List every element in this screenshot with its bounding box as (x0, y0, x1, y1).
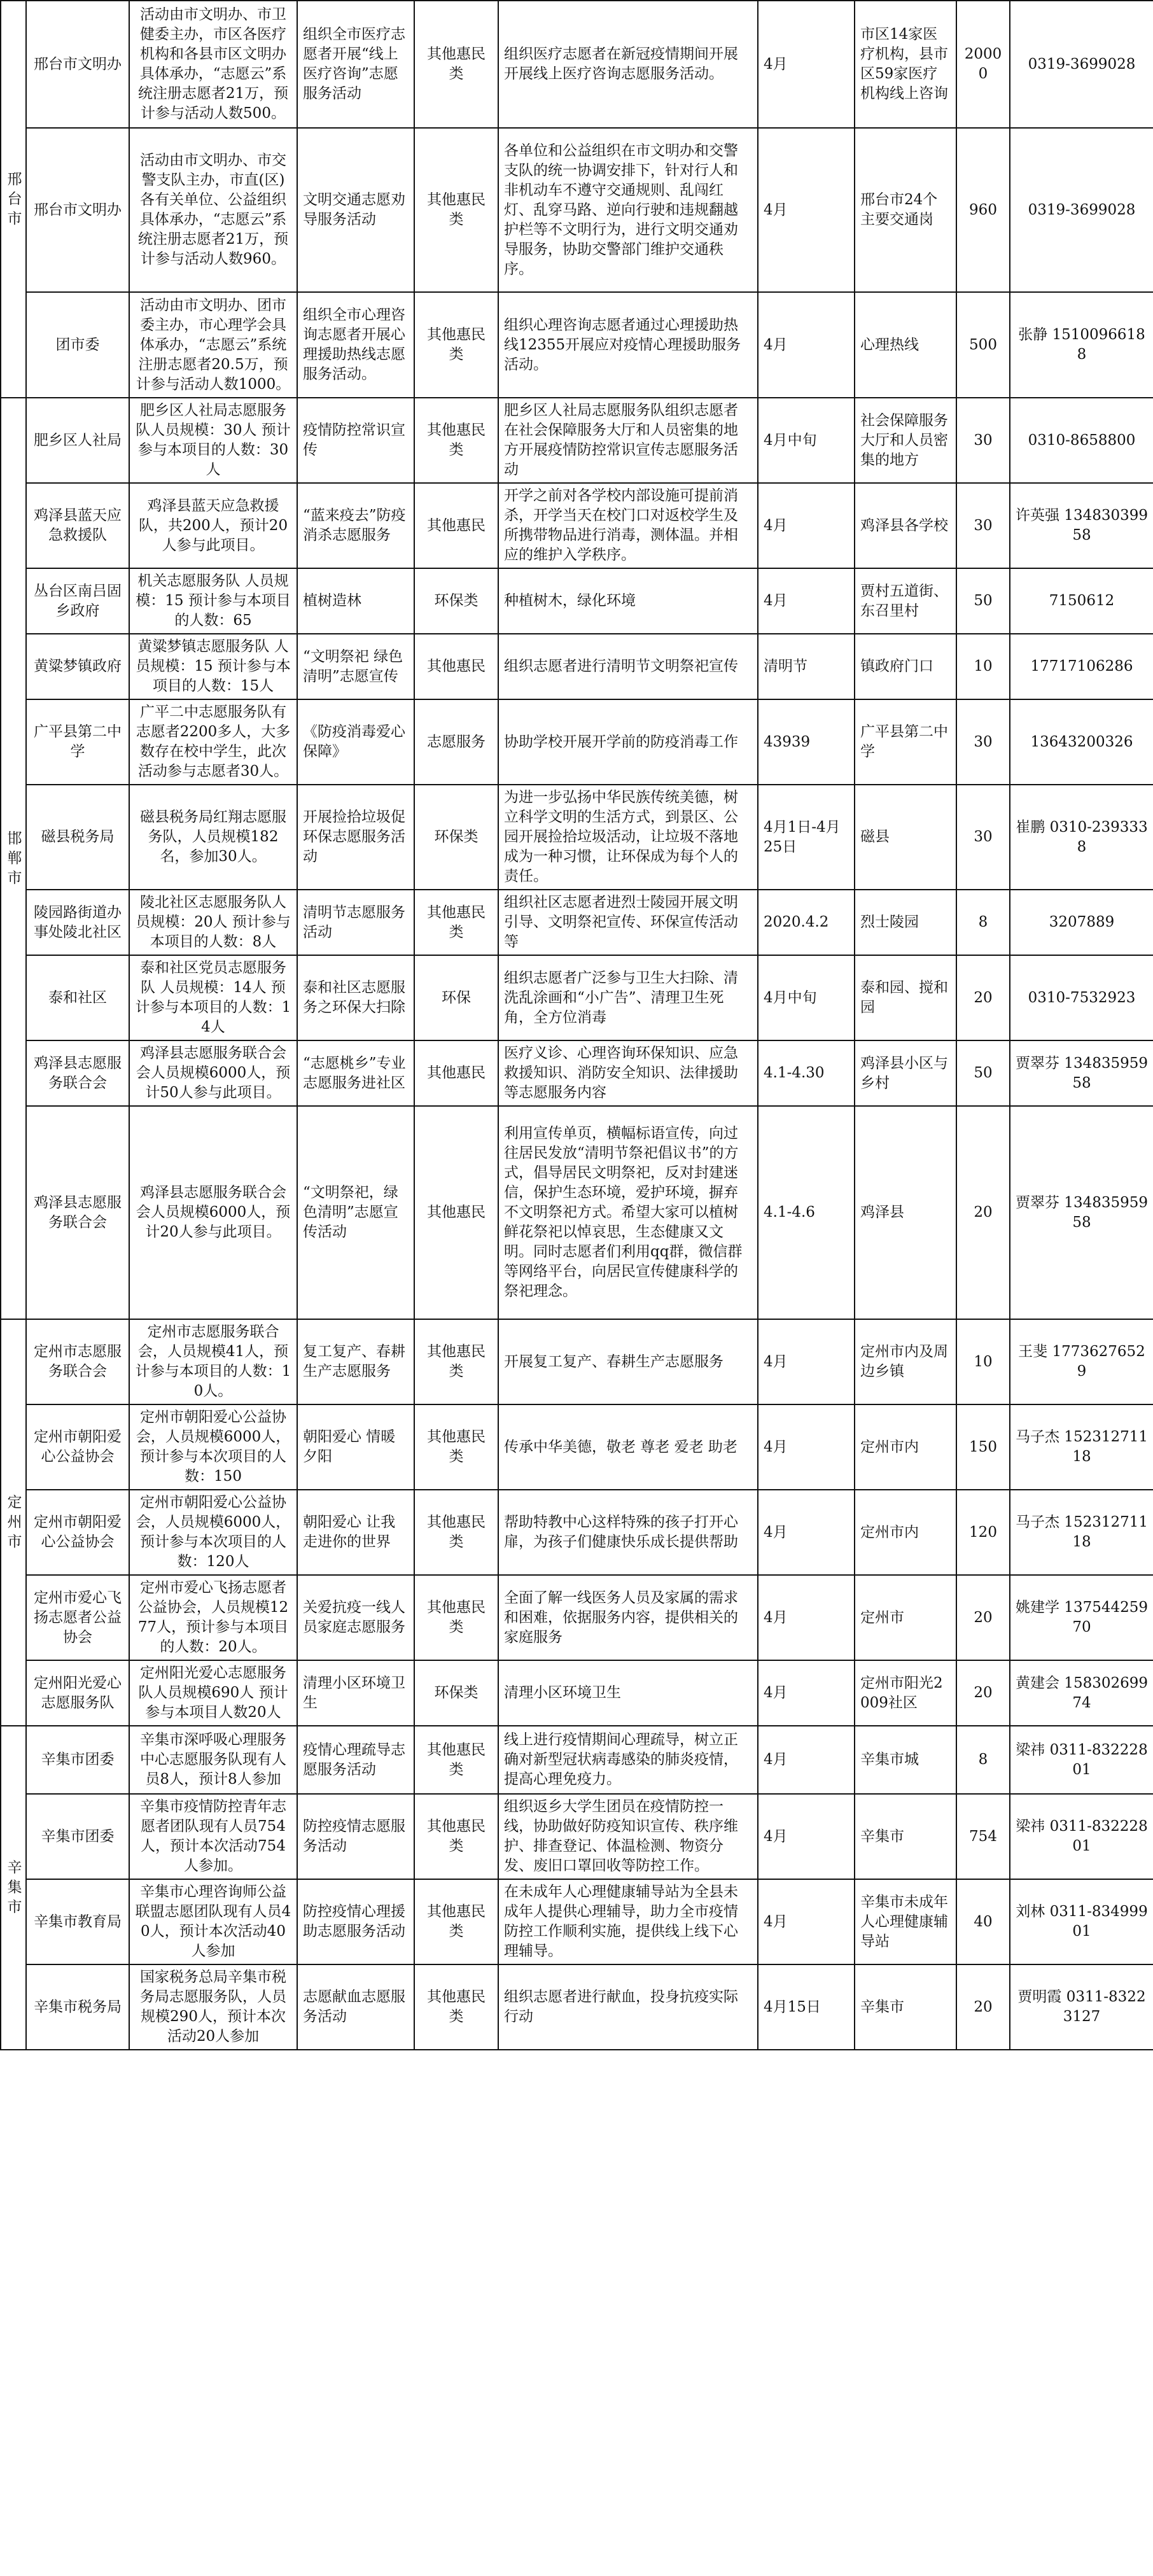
content-cell: 组织志愿者进行清明节文明祭祀宣传 (498, 634, 758, 699)
content-cell: 组织志愿者广泛参与卫生大扫除、清洗乱涂画和“小广告”、清理卫生死角，全方位消毒 (498, 955, 758, 1040)
place-cell: 鸡泽县 (855, 1106, 956, 1319)
category-cell: 其他惠民类 (414, 1794, 498, 1879)
table-row (1, 1040, 1153, 1106)
table-row (1, 634, 1153, 699)
content-cell: 清理小区环境卫生 (498, 1660, 758, 1726)
table-row (1, 398, 1153, 483)
city-cell (1, 1, 26, 398)
time-cell: 4月 (758, 1575, 855, 1660)
category-cell: 其他惠民类 (414, 1, 498, 128)
time-cell: 4月中旬 (758, 955, 855, 1040)
content-cell: 在未成年人心理健康辅导站为全县未成年人提供心理辅导，助力全市疫情防控工作顺利实施，提供线上线下心理辅导。 (498, 1879, 758, 1964)
city-cell (1, 1319, 26, 1726)
contact-cell: 马子杰 15231271118 (1010, 1404, 1153, 1490)
unit-cell: 泰和社区 (26, 955, 129, 1040)
project-cell: 朝阳爱心 让我走进你的世界 (297, 1490, 414, 1575)
team-cell: 机关志愿服务队 人员规模：15 预计参与本项目的人数：65 (129, 568, 297, 634)
contact-cell: 13643200326 (1010, 699, 1153, 785)
team-cell: 黄粱梦镇志愿服务队 人员规模：15 预计参与本项目的人数：15人 (129, 634, 297, 699)
category-cell: 其他惠民类 (414, 1404, 498, 1490)
table-row (1, 699, 1153, 785)
content-cell: 帮助特教中心这样特殊的孩子打开心扉，为孩子们健康快乐成长提供帮助 (498, 1490, 758, 1575)
count-cell: 40 (956, 1879, 1010, 1964)
contact-cell: 崔鹏 0310-2393338 (1010, 785, 1153, 890)
place-cell: 定州市内 (855, 1490, 956, 1575)
unit-cell: 定州市朝阳爱心公益协会 (26, 1490, 129, 1575)
project-cell: 复工复产、春耕生产志愿服务 (297, 1319, 414, 1404)
project-cell: 清明节志愿服务活动 (297, 890, 414, 955)
table-row (1, 1490, 1153, 1575)
team-cell: 肥乡区人社局志愿服务队人员规模：30人 预计参与本项目的人数：30人 (129, 398, 297, 483)
unit-cell: 鸡泽县志愿服务联合会 (26, 1106, 129, 1319)
table-row (1, 292, 1153, 398)
city-cell (1, 398, 26, 1319)
content-cell: 医疗义诊、心理咨询环保知识、应急救援知识、消防安全知识、法律援助等志愿服务内容 (498, 1040, 758, 1106)
table-row (1, 1726, 1153, 1794)
unit-cell: 丛台区南吕固乡政府 (26, 568, 129, 634)
team-cell: 定州市朝阳爱心公益协会，人员规模6000人，预计参与本次项目的人数：120人 (129, 1490, 297, 1575)
count-cell: 50 (956, 1040, 1010, 1106)
content-cell: 组织社区志愿者进烈士陵园开展文明引导、文明祭祀宣传、环保宣传活动等 (498, 890, 758, 955)
place-cell: 鸡泽县各学校 (855, 483, 956, 568)
table-row (1, 1575, 1153, 1660)
unit-cell: 鸡泽县蓝天应急救援队 (26, 483, 129, 568)
time-cell: 4月 (758, 1879, 855, 1964)
contact-cell: 0319-3699028 (1010, 1, 1153, 128)
category-cell: 其他惠民类 (414, 890, 498, 955)
category-cell: 其他惠民 (414, 1040, 498, 1106)
project-cell: 防控疫情志愿服务活动 (297, 1794, 414, 1879)
project-cell: 朝阳爱心 情暖夕阳 (297, 1404, 414, 1490)
category-cell: 其他惠民 (414, 1106, 498, 1319)
table-row (1, 785, 1153, 890)
time-cell: 4月1日-4月25日 (758, 785, 855, 890)
city-name: 邯郸市 (7, 830, 22, 886)
contact-cell: 0310-7532923 (1010, 955, 1153, 1040)
unit-cell: 辛集市教育局 (26, 1879, 129, 1964)
category-cell: 其他惠民类 (414, 1490, 498, 1575)
category-cell: 其他惠民 (414, 483, 498, 568)
team-cell: 辛集市疫情防控青年志愿者团队现有人员754人，预计本次活动754人参加。 (129, 1794, 297, 1879)
category-cell: 环保类 (414, 568, 498, 634)
contact-cell: 0310-8658800 (1010, 398, 1153, 483)
team-cell: 活动由市文明办、市交警支队主办，市直(区)各有关单位、公益组织具体承办，“志愿云”系统注册志愿者21万，预计参与活动人数960。 (129, 128, 297, 292)
count-cell: 500 (956, 292, 1010, 398)
team-cell: 活动由市文明办、团市委主办，市心理学会具体承办，“志愿云”系统注册志愿者20.5万，预计参与活动人数1000。 (129, 292, 297, 398)
count-cell: 30 (956, 785, 1010, 890)
count-cell: 754 (956, 1794, 1010, 1879)
team-cell: 定州市朝阳爱心公益协会，人员规模6000人，预计参与本次项目的人数：150 (129, 1404, 297, 1490)
project-cell: “志愿桃乡”专业志愿服务进社区 (297, 1040, 414, 1106)
time-cell: 清明节 (758, 634, 855, 699)
unit-cell: 鸡泽县志愿服务联合会 (26, 1040, 129, 1106)
time-cell: 4月中旬 (758, 398, 855, 483)
city-name: 辛集市 (7, 1859, 22, 1915)
place-cell: 定州市 (855, 1575, 956, 1660)
content-cell: 组织返乡大学生团员在疫情防控一线，协助做好防疫知识宣传、秩序维护、排查登记、体温检测、物资分发、废旧口罩回收等防控工作。 (498, 1794, 758, 1879)
count-cell: 20 (956, 1575, 1010, 1660)
table-row (1, 1879, 1153, 1964)
time-cell: 4月 (758, 1319, 855, 1404)
contact-cell: 姚建学 13754425970 (1010, 1575, 1153, 1660)
city-name: 定州市 (7, 1494, 22, 1550)
category-cell: 其他惠民类 (414, 128, 498, 292)
category-cell: 其他惠民类 (414, 1726, 498, 1794)
category-cell: 环保类 (414, 785, 498, 890)
contact-cell: 贾翠芬 13483595958 (1010, 1040, 1153, 1106)
project-cell: 关爱抗疫一线人员家庭志愿服务 (297, 1575, 414, 1660)
table-row (1, 483, 1153, 568)
place-cell: 辛集市 (855, 1964, 956, 2050)
project-cell: 组织全市心理咨询志愿者开展心理援助热线志愿服务活动。 (297, 292, 414, 398)
time-cell: 4月 (758, 292, 855, 398)
place-cell: 广平县第二中学 (855, 699, 956, 785)
table-row (1, 1660, 1153, 1726)
time-cell: 4.1-4.6 (758, 1106, 855, 1319)
category-cell: 其他惠民类 (414, 1575, 498, 1660)
time-cell: 43939 (758, 699, 855, 785)
time-cell: 4月 (758, 1726, 855, 1794)
unit-cell: 黄粱梦镇政府 (26, 634, 129, 699)
unit-cell: 肥乡区人社局 (26, 398, 129, 483)
contact-cell: 黄建会 15830269974 (1010, 1660, 1153, 1726)
content-cell: 为进一步弘扬中华民族传统美德，树立科学文明的生活方式，到景区、公园开展捡拾垃圾活动，让垃圾不落地成为一种习惯，让环保成为每个人的责任。 (498, 785, 758, 890)
table-row (1, 955, 1153, 1040)
contact-cell: 马子杰 15231271118 (1010, 1490, 1153, 1575)
place-cell: 邢台市24个主要交通岗 (855, 128, 956, 292)
unit-cell: 辛集市税务局 (26, 1964, 129, 2050)
content-cell: 全面了解一线医务人员及家属的需求和困难，依据服务内容，提供相关的家庭服务 (498, 1575, 758, 1660)
project-cell: 清理小区环境卫生 (297, 1660, 414, 1726)
contact-cell: 许英强 13483039958 (1010, 483, 1153, 568)
unit-cell: 邢台市文明办 (26, 128, 129, 292)
contact-cell: 17717106286 (1010, 634, 1153, 699)
team-cell: 泰和社区党员志愿服务队 人员规模：14人 预计参与本项目的人数：14人 (129, 955, 297, 1040)
place-cell: 定州市阳光2009社区 (855, 1660, 956, 1726)
project-cell: “文明祭祀，绿色清明”志愿宣传活动 (297, 1106, 414, 1319)
time-cell: 4月 (758, 1490, 855, 1575)
contact-cell: 0319-3699028 (1010, 128, 1153, 292)
unit-cell: 定州市志愿服务联合会 (26, 1319, 129, 1404)
project-cell: 《防疫消毒爱心保障》 (297, 699, 414, 785)
unit-cell: 团市委 (26, 292, 129, 398)
table-row (1, 1794, 1153, 1879)
team-cell: 国家税务总局辛集市税务局志愿服务队，人员规模290人，预计本次活动20人参加 (129, 1964, 297, 2050)
count-cell: 20 (956, 1106, 1010, 1319)
team-cell: 广平二中志愿服务队有志愿者2200多人，大多数存在校中学生，此次活动参与志愿者30人。 (129, 699, 297, 785)
count-cell: 8 (956, 890, 1010, 955)
contact-cell: 刘林 0311-83499901 (1010, 1879, 1153, 1964)
category-cell: 环保类 (414, 1660, 498, 1726)
place-cell: 贾村五道街、东召里村 (855, 568, 956, 634)
count-cell: 30 (956, 699, 1010, 785)
unit-cell: 定州市朝阳爱心公益协会 (26, 1404, 129, 1490)
content-cell: 协助学校开展开学前的防疫消毒工作 (498, 699, 758, 785)
category-cell: 志愿服务 (414, 699, 498, 785)
count-cell: 50 (956, 568, 1010, 634)
count-cell: 960 (956, 128, 1010, 292)
category-cell: 其他惠民类 (414, 292, 498, 398)
contact-cell: 梁祎 0311-83222801 (1010, 1726, 1153, 1794)
time-cell: 4月 (758, 128, 855, 292)
place-cell: 鸡泽县小区与乡村 (855, 1040, 956, 1106)
place-cell: 心理热线 (855, 292, 956, 398)
content-cell: 各单位和公益组织在市文明办和交警支队的统一协调安排下，针对行人和非机动车不遵守交通规则、乱闯红灯、乱穿马路、逆向行驶和违规翻越护栏等不文明行为，进行文明交通劝导服务，协助交警部门维护交通秩序。 (498, 128, 758, 292)
unit-cell: 陵园路街道办事处陵北社区 (26, 890, 129, 955)
unit-cell: 广平县第二中学 (26, 699, 129, 785)
place-cell: 烈士陵园 (855, 890, 956, 955)
content-cell: 线上进行疫情期间心理疏导，树立正确对新型冠状病毒感染的肺炎疫情，提高心理免疫力。 (498, 1726, 758, 1794)
place-cell: 定州市内 (855, 1404, 956, 1490)
contact-cell: 贾明霞 0311-83223127 (1010, 1964, 1153, 2050)
count-cell: 30 (956, 483, 1010, 568)
team-cell: 活动由市文明办、市卫健委主办，市区各医疗机构和各县市区文明办具体承办，“志愿云”系统注册志愿者21万，预计参与活动人数500。 (129, 1, 297, 128)
unit-cell: 邢台市文明办 (26, 1, 129, 128)
count-cell: 10 (956, 634, 1010, 699)
time-cell: 4月 (758, 483, 855, 568)
unit-cell: 定州市爱心飞扬志愿者公益协会 (26, 1575, 129, 1660)
project-cell: 防控疫情心理援助志愿服务活动 (297, 1879, 414, 1964)
table-row (1, 1404, 1153, 1490)
place-cell: 磁县 (855, 785, 956, 890)
count-cell: 150 (956, 1404, 1010, 1490)
team-cell: 鸡泽县志愿服务联合会会人员规模6000人，预计50人参与此项目。 (129, 1040, 297, 1106)
time-cell: 4.1-4.30 (758, 1040, 855, 1106)
category-cell: 其他惠民类 (414, 398, 498, 483)
count-cell: 20000 (956, 1, 1010, 128)
project-cell: 植树造林 (297, 568, 414, 634)
content-cell: 传承中华美德，敬老 尊老 爱老 助老 (498, 1404, 758, 1490)
team-cell: 定州市爱心飞扬志愿者公益协会，人员规模1277人，预计参与本项目的人数：20人。 (129, 1575, 297, 1660)
team-cell: 鸡泽县蓝天应急救援队，共200人，预计20人参与此项目。 (129, 483, 297, 568)
category-cell: 其他惠民类 (414, 1879, 498, 1964)
count-cell: 120 (956, 1490, 1010, 1575)
content-cell: 开展复工复产、春耕生产志愿服务 (498, 1319, 758, 1404)
count-cell: 30 (956, 398, 1010, 483)
place-cell: 镇政府门口 (855, 634, 956, 699)
category-cell: 其他惠民类 (414, 1964, 498, 2050)
project-cell: 志愿献血志愿服务活动 (297, 1964, 414, 2050)
table-row (1, 1, 1153, 128)
table-row (1, 1319, 1153, 1404)
content-cell: 开学之前对各学校内部设施可提前消杀，开学当天在校门口对返校学生及所携带物品进行消毒，测体温。并相应的维护入学秩序。 (498, 483, 758, 568)
place-cell: 市区14家医疗机构，县市区59家医疗机构线上咨询 (855, 1, 956, 128)
time-cell: 2020.4.2 (758, 890, 855, 955)
time-cell: 4月 (758, 1404, 855, 1490)
category-cell: 其他惠民类 (414, 1319, 498, 1404)
contact-cell: 贾翠芬 13483595958 (1010, 1106, 1153, 1319)
contact-cell: 梁祎 0311-83222801 (1010, 1794, 1153, 1879)
place-cell: 辛集市未成年人心理健康辅导站 (855, 1879, 956, 1964)
place-cell: 社会保障服务大厅和人员密集的地方 (855, 398, 956, 483)
content-cell: 种植树木，绿化环境 (498, 568, 758, 634)
team-cell: 陵北社区志愿服务队人员规模：20人 预计参与本项目的人数：8人 (129, 890, 297, 955)
project-cell: “蓝来疫去”防疫消杀志愿服务 (297, 483, 414, 568)
count-cell: 10 (956, 1319, 1010, 1404)
team-cell: 辛集市心理咨询师公益联盟志愿团队现有人员40人，预计本次活动40人参加 (129, 1879, 297, 1964)
contact-cell: 王斐 17736276529 (1010, 1319, 1153, 1404)
table-row (1, 568, 1153, 634)
project-cell: “文明祭祀 绿色清明”志愿宣传 (297, 634, 414, 699)
project-cell: 组织全市医疗志愿者开展“线上医疗咨询”志愿服务活动 (297, 1, 414, 128)
content-cell: 利用宣传单页，横幅标语宣传，向过往居民发放“清明节祭祀倡议书”的方式，倡导居民文明祭祀，反对封建迷信，保护生态环境，爱护环境，摒弃不文明祭祀方式。希望大家可以植树鲜花祭祀以悼哀思，生态健康又文明。同时志愿者们利用qq群，微信群等网络平台，向居民宣传健康科学的祭祀理念。 (498, 1106, 758, 1319)
team-cell: 定州市志愿服务联合会，人员规模41人，预计参与本项目的人数：10人。 (129, 1319, 297, 1404)
contact-cell: 7150612 (1010, 568, 1153, 634)
time-cell: 4月15日 (758, 1964, 855, 2050)
project-cell: 泰和社区志愿服务之环保大扫除 (297, 955, 414, 1040)
content-cell: 组织医疗志愿者在新冠疫情期间开展开展线上医疗咨询志愿服务活动。 (498, 1, 758, 128)
place-cell: 定州市内及周边乡镇 (855, 1319, 956, 1404)
count-cell: 20 (956, 1964, 1010, 2050)
content-cell: 组织心理咨询志愿者通过心理援助热线12355开展应对疫情心理援助服务活动。 (498, 292, 758, 398)
contact-cell: 3207889 (1010, 890, 1153, 955)
team-cell: 辛集市深呼吸心理服务中心志愿服务队现有人员8人，预计8人参加 (129, 1726, 297, 1794)
team-cell: 定州阳光爱心志愿服务队人员规模690人 预计参与本项目人数20人 (129, 1660, 297, 1726)
count-cell: 20 (956, 955, 1010, 1040)
table-row (1, 1106, 1153, 1319)
count-cell: 20 (956, 1660, 1010, 1726)
unit-cell: 辛集市团委 (26, 1794, 129, 1879)
place-cell: 泰和园、搅和园 (855, 955, 956, 1040)
unit-cell: 定州阳光爱心志愿服务队 (26, 1660, 129, 1726)
place-cell: 辛集市 (855, 1794, 956, 1879)
unit-cell: 磁县税务局 (26, 785, 129, 890)
team-cell: 磁县税务局红翔志愿服务队，人员规模182名，参加30人。 (129, 785, 297, 890)
table-row (1, 1964, 1153, 2050)
category-cell: 环保 (414, 955, 498, 1040)
city-cell (1, 1726, 26, 2050)
project-cell: 疫情防控常识宣传 (297, 398, 414, 483)
city-name: 邢台市 (7, 171, 22, 227)
content-cell: 组织志愿者进行献血，投身抗疫实际行动 (498, 1964, 758, 2050)
team-cell: 鸡泽县志愿服务联合会会人员规模6000人，预计20人参与此项目。 (129, 1106, 297, 1319)
contact-cell: 张静 15100966188 (1010, 292, 1153, 398)
time-cell: 4月 (758, 568, 855, 634)
time-cell: 4月 (758, 1, 855, 128)
table-row (1, 128, 1153, 292)
content-cell: 肥乡区人社局志愿服务队组织志愿者在社会保障服务大厅和人员密集的地方开展疫情防控常识宣传志愿服务活动 (498, 398, 758, 483)
time-cell: 4月 (758, 1794, 855, 1879)
project-cell: 疫情心理疏导志愿服务活动 (297, 1726, 414, 1794)
count-cell: 8 (956, 1726, 1010, 1794)
category-cell: 其他惠民 (414, 634, 498, 699)
project-cell: 开展捡拾垃圾促环保志愿服务活动 (297, 785, 414, 890)
place-cell: 辛集市城 (855, 1726, 956, 1794)
unit-cell: 辛集市团委 (26, 1726, 129, 1794)
table-row (1, 890, 1153, 955)
time-cell: 4月 (758, 1660, 855, 1726)
project-cell: 文明交通志愿劝导服务活动 (297, 128, 414, 292)
